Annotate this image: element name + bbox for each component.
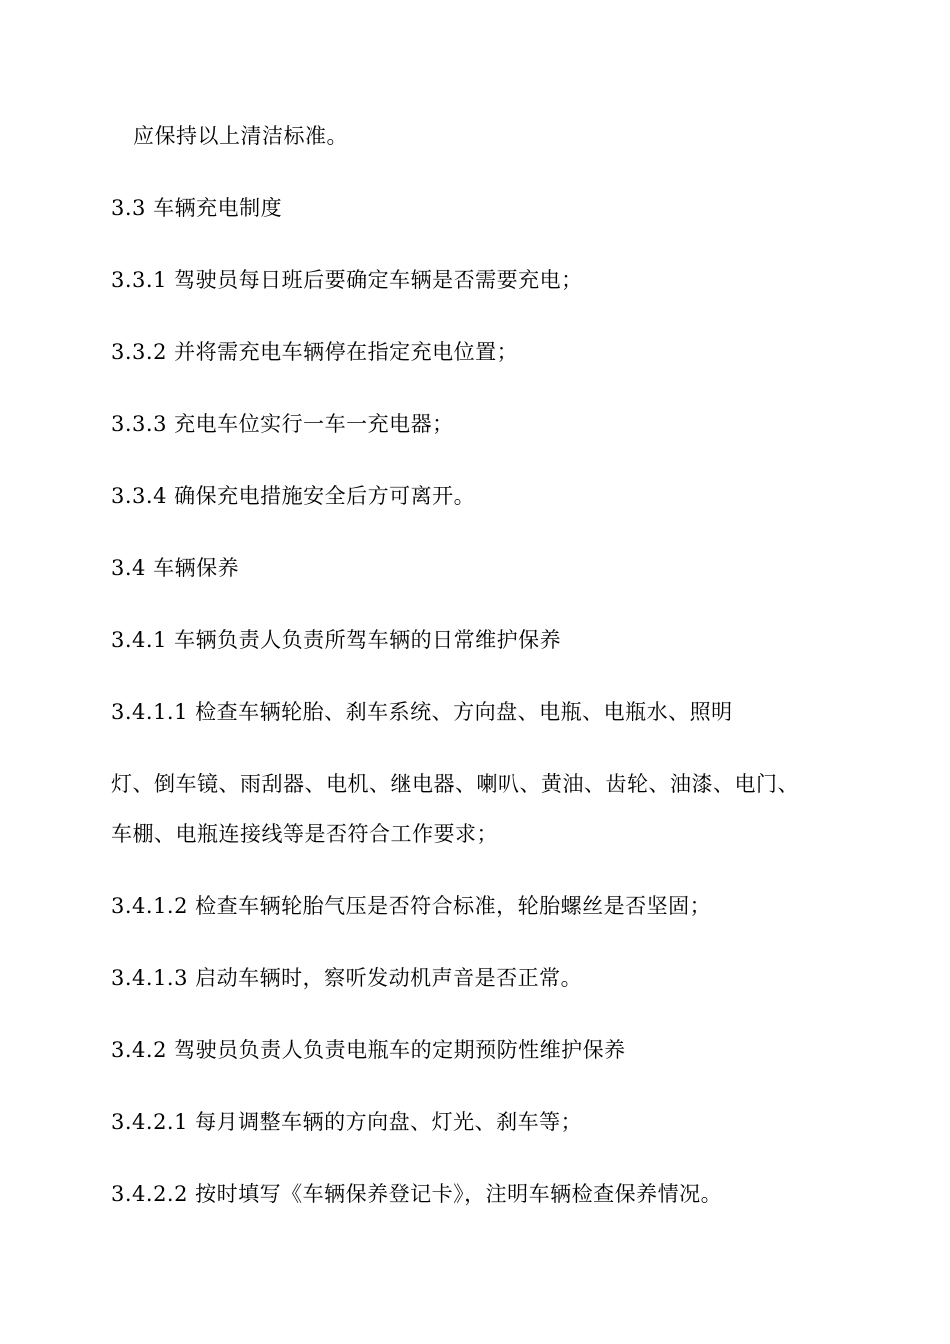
clause-3-3-4: 3.3.4 确保充电措施安全后方可离开。	[111, 484, 476, 508]
clause-3-4-1-1: 3.4.1.1 检查车辆轮胎、刹车系统、方向盘、电瓶、电瓶水、照明	[111, 700, 733, 724]
clause-3-4-1-2: 3.4.1.2 检查车辆轮胎气压是否符合标准，轮胎螺丝是否坚固；	[111, 894, 712, 918]
paragraph-continuation: 应保持以上清洁标准。	[133, 124, 348, 148]
section-heading-3-4: 3.4 车辆保养	[111, 556, 240, 580]
clause-3-4-2-1: 3.4.2.1 每月调整车辆的方向盘、灯光、刹车等；	[111, 1110, 583, 1134]
clause-3-4-2-2: 3.4.2.2 按时填写《车辆保养登记卡》，注明车辆检查保养情况。	[111, 1182, 723, 1206]
section-heading-3-3: 3.3 车辆充电制度	[111, 196, 283, 220]
clause-3-4-1-1-cont-1: 灯、倒车镜、雨刮器、电机、继电器、喇叭、黄油、齿轮、油漆、电门、	[111, 772, 799, 796]
clause-3-3-1: 3.3.1 驾驶员每日班后要确定车辆是否需要充电；	[111, 268, 583, 292]
clause-3-4-1-3: 3.4.1.3 启动车辆时，察听发动机声音是否正常。	[111, 966, 583, 990]
clause-3-3-3: 3.3.3 充电车位实行一车一充电器；	[111, 412, 454, 436]
clause-3-4-2: 3.4.2 驾驶员负责人负责电瓶车的定期预防性维护保养	[111, 1038, 626, 1062]
clause-3-3-2: 3.3.2 并将需充电车辆停在指定充电位置；	[111, 340, 519, 364]
clause-3-4-1-1-cont-2: 车棚、电瓶连接线等是否符合工作要求；	[111, 822, 498, 846]
clause-3-4-1: 3.4.1 车辆负责人负责所驾车辆的日常维护保养	[111, 628, 562, 652]
